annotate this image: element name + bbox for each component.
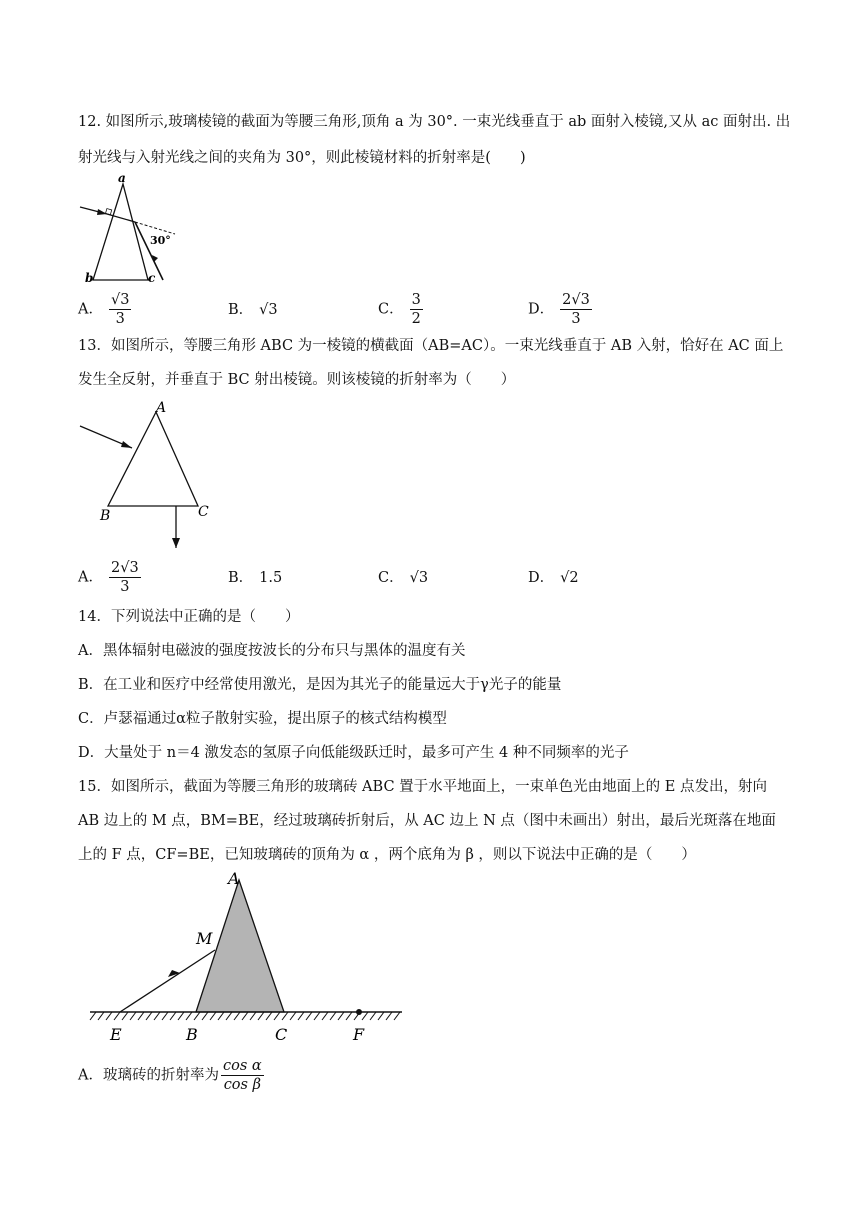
option-value: √3 [259,302,278,318]
q12-stem-line1: 12. 如图所示,玻璃棱镜的截面为等腰三角形,顶角 a 为 30°. 一束光线垂直于 ab 面射入棱镜,又从 ac 面射出. 出 [78,114,791,130]
q13-option-d[interactable] [528,568,579,588]
fraction-denominator: 3 [571,311,581,327]
q13-prism-figure [76,398,216,554]
fraction-denominator: 3 [120,579,130,595]
q12-option-a[interactable] [78,291,131,328]
fraction-numerator: cos α [222,1058,262,1074]
ground-hatching [90,1012,400,1020]
q14-option-c[interactable]: C．卢瑟福通过α粒子散射实验，提出原子的核式结构模型 [78,711,447,727]
q15-option-a[interactable] [78,1057,264,1094]
q15-stem-line1: 15．如图所示，截面为等腰三角形的玻璃砖 ABC 置于水平地面上，一束单色光由地面上的 E 点发出，射向 [78,779,767,795]
q14-option-d[interactable]: D．大量处于 n＝4 激发态的氢原子向低能级跃迁时，最多可产生 4 种不同频率的光子 [78,745,629,761]
fraction-numerator: √3 [110,292,130,308]
q12-option-b[interactable] [228,300,278,320]
q15-label-c: C [275,1025,288,1044]
q12-label-c: c [148,271,156,284]
q13-option-b[interactable] [228,568,282,588]
option-letter: A． [78,569,103,586]
q13-label-c: C [198,504,209,520]
option-letter: C． [378,301,404,318]
q12-option-c[interactable] [378,291,423,328]
q13-option-c[interactable] [378,568,428,588]
q15-prism-figure [84,868,414,1050]
option-letter: B． [228,302,254,318]
q15-stem-line2: AB 边上的 M 点，BM=BE，经过玻璃砖折射后，从 AC 边上 N 点（图中未画出）射出，最后光斑落在地面 [78,813,776,829]
q12-label-a: a [118,172,126,185]
q15-stem-line3: 上的 F 点，CF=BE，已知玻璃砖的顶角为 α ，两个底角为 β ，则以下说法中正确的是（ ） [78,847,696,863]
fraction-numerator: 2√3 [110,560,139,576]
fraction-denominator: 2 [411,311,421,327]
q12-angle-label: 30° [150,234,171,247]
q13-label-b: B [100,508,111,524]
q12-stem-line2: 射光线与入射光线之间的夹角为 30°，则此棱镜材料的折射率是( ) [78,150,526,166]
fraction-numerator: 2√3 [562,292,590,308]
q12-label-b: b [85,271,94,284]
option-letter: D． [528,301,555,318]
option-letter: D． [528,570,555,586]
q13-label-a: A [156,400,167,416]
q15-label-b: B [186,1025,198,1044]
option-text: A．玻璃砖的折射率为 [78,1067,219,1084]
option-value: 1.5 [259,570,283,586]
q15-label-f: F [353,1025,365,1044]
option-value: √2 [560,570,579,586]
q13-stem-line1: 13．如图所示，等腰三角形 ABC 为一棱镜的横截面（AB=AC）。一束光线垂直于 AB 入射，恰好在 AC 面上 [78,338,784,354]
option-letter: A． [78,301,103,318]
q12-prism-figure [78,172,178,284]
q14-stem: 14．下列说法中正确的是（ ） [78,609,300,625]
option-letter: B． [228,570,254,586]
q15-label-e: E [110,1025,122,1044]
option-value: √3 [409,570,429,586]
fraction-denominator: 3 [115,311,125,327]
q13-option-a[interactable] [78,559,141,596]
option-letter: C． [378,570,404,586]
q12-option-d[interactable] [528,291,592,328]
q15-label-a: A [228,869,240,888]
q14-option-a[interactable]: A．黑体辐射电磁波的强度按波长的分布只与黑体的温度有关 [78,643,466,659]
q15-label-m: M [196,929,213,948]
fraction-denominator: cos β [223,1077,261,1093]
q14-option-b[interactable]: B．在工业和医疗中经常使用激光，是因为其光子的能量远大于γ光子的能量 [78,677,562,693]
q13-stem-line2: 发生全反射，并垂直于 BC 射出棱镜。则该棱镜的折射率为（ ） [78,372,516,388]
fraction-numerator: 3 [411,292,421,308]
